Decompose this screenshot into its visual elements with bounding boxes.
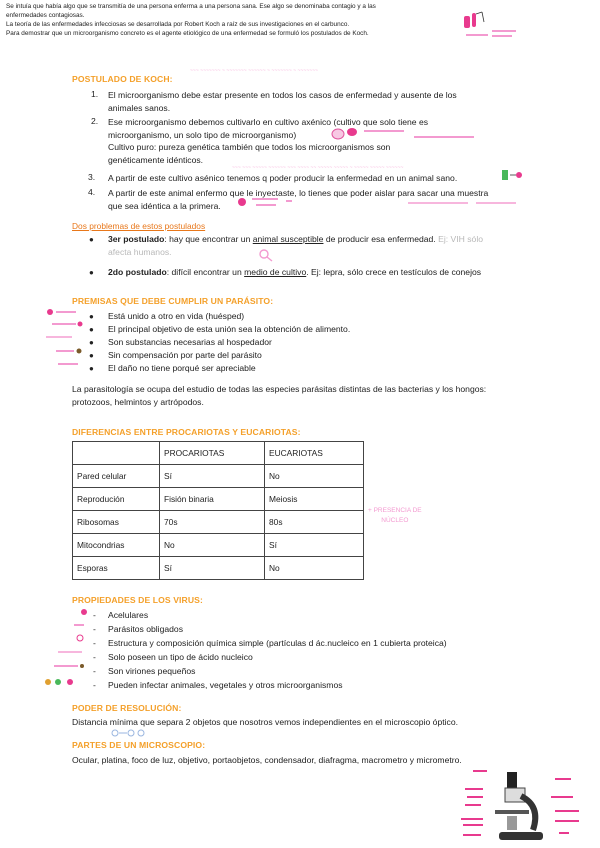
doodle-bacteria-icon [462,10,534,42]
virus-item: Pueden infectar animales, vegetales y otros microorganismos [108,680,343,690]
microscope-text: Ocular, platina, foco de luz, objetivo, portaobjetos, condensador, diafragma, macrometro y micrometro. [72,755,462,765]
nucleus-note: + PRESENCIA DE NÚCLEO [368,507,422,524]
intro-line: enfermedades contagiosas. [6,12,85,19]
mouse-doodle-icon [500,168,524,184]
table-cell: No [265,557,364,580]
koch-item-number: 2. [91,116,99,126]
table-cell: Pared celular [73,465,160,488]
intro-line: Para demostrar que un microorganismo concreto es el agente etiológico de una enfermedad se formuló los postulados de Koch. [6,30,369,37]
koch-item-number: 1. [91,89,99,99]
bullet-icon: ● [89,351,94,360]
dash-marker: - [93,624,96,634]
virus-item: Son viriones pequeños [108,666,196,676]
isolation-doodle-icon [236,196,526,212]
table-cell: Ribosomas [73,511,160,534]
table-cell: Fisión binaria [160,488,265,511]
petri-dish-doodle-icon [330,126,480,146]
parasite-doodles-icon [42,306,86,376]
parasite-item: Son substancias necesarias al hospedador [108,337,272,347]
microscope-diagram-icon [455,766,595,846]
intro-text [6,2,456,38]
parasite-heading: PREMISAS QUE DEBE CUMPLIR UN PARÁSITO: [72,296,274,306]
table-cell: Meiosis [265,488,364,511]
parasite-item: El daño no tiene porqué ser apreciable [108,363,256,373]
koch-item-4: A partir de este animal enfermo que le inyectaste, lo tienes que poder aislar para sacar una muestra que sea idéntica a la primera. [108,188,489,211]
koch-item-2: Ese microorganismo debemos cultivarlo en cultivo axénico (cultivo que solo tiene es microorganismo, un solo tipo de microorganismo) Cultivo puro: pureza genética también que todos los microorganismos son genéticamente idénticos. [108,117,429,165]
virus-heading: PROPIEDADES DE LOS VIRUS: [72,595,203,605]
annotation-note: ~~~ ~~~~~~~ ~ ~~~~~~~ ~~~~~~ ~ ~~~~~~~ ~ ~~~~~~~ [190,68,318,74]
dash-marker: - [93,610,96,620]
dots-doodle-icon [110,728,150,738]
dash-marker: - [93,666,96,676]
table-row [73,511,364,534]
bullet-icon: ● [89,338,94,347]
virus-item: Acelulares [108,610,149,620]
problem-1: 3er postulado: hay que encontrar un animal susceptible de producir esa enfermedad. Ej: VIH sólo afecta humanos. [108,234,484,257]
table-cell: 70s [160,511,265,534]
table-cell: Esporas [73,557,160,580]
diff-heading: DIFERENCIAS ENTRE PROCARIOTAS Y EUCARIOTAS: [72,427,301,437]
virus-item: Estructura y composición química simple (partículas d ác.nucleico en 1 cubierta proteica) [108,638,447,648]
table-cell: Mitocondrias [73,534,160,557]
dash-marker: - [93,680,96,690]
table-cell: EUCARIOTAS [265,442,364,465]
bullet-icon: ● [89,325,94,334]
table-cell: 80s [265,511,364,534]
koch-item-3: A partir de este cultivo asénico tenemos q poder producir la enfermedad en un animal sano. [108,173,458,183]
table-cell: No [160,534,265,557]
bullet-icon: ● [89,312,94,321]
magnifier-doodle-icon [256,248,286,262]
problem-2: 2do postulado: difícil encontrar un medio de cultivo. Ej: lepra, sólo crece en testículos de conejos [108,267,482,277]
table-row [73,534,364,557]
koch-item-number: 4. [88,187,96,197]
table-cell: PROCARIOTAS [160,442,265,465]
parasite-item: El principal objetivo de esta unión sea la obtención de alimento. [108,324,351,334]
koch-item-number: 3. [88,172,96,182]
table-cell: No [265,465,364,488]
virus-item: Parásitos obligados [108,624,184,634]
intro-line: Se intuía que había algo que se transmitía de una persona enferma a una persona sana. Ese algo se denominaba contagio y a las [6,3,376,10]
resolution-heading: PODER DE RESOLUCIÓN: [72,703,182,713]
parasitology-paragraph: La parasitología se ocupa del estudio de todas las especies parásitas distintas de las bacterias y los hongos: protozoos, helmintos y artrópodos. [72,384,487,407]
table-cell: Sí [160,557,265,580]
bullet-icon: ● [89,268,94,277]
parasite-item: Sin compensación por parte del parásito [108,350,262,360]
table-row [73,465,364,488]
table-cell: Sí [160,465,265,488]
virus-item: Solo poseen un tipo de ácido nucleico [108,652,253,662]
virus-doodles-icon [40,604,90,692]
table-cell [73,442,160,465]
table-header-row [73,442,364,465]
koch-item-1: El microorganismo debe estar presente en todos los casos de enfermedad y ausente de los animales sanos. [108,90,457,113]
microscope-heading: PARTES DE UN MICROSCOPIO: [72,740,206,750]
bullet-icon: ● [89,235,94,244]
dash-marker: - [93,638,96,648]
resolution-text: Distancia mínima que separa 2 objetos que nosotros vemos independientes en el microscopio óptico. [72,717,458,727]
prokaryote-eukaryote-table [72,441,364,580]
koch-heading: POSTULADO DE KOCH: [72,74,173,84]
table-row [73,557,364,580]
intro-line: La teoría de las enfermedades infecciosas se desarrollada por Robert Koch a raíz de sus investigaciones en el carbunco. [6,21,350,28]
parasite-item: Está unido a otro en vida (huésped) [108,311,245,321]
dash-marker: - [93,652,96,662]
table-cell: Sí [265,534,364,557]
table-cell: Reprodución [73,488,160,511]
bullet-icon: ● [89,364,94,373]
table-row [73,488,364,511]
annotation-note: ~~~ ~~~ ~~~~~ ~~~~~~ ~~~ ~~~~ ~~ ~~~~~ ~~~~~ ~ ~~~~~ ~~~~~ ~~~~~~ [232,165,404,171]
problems-heading: Dos problemas de estos postulados [72,221,206,231]
